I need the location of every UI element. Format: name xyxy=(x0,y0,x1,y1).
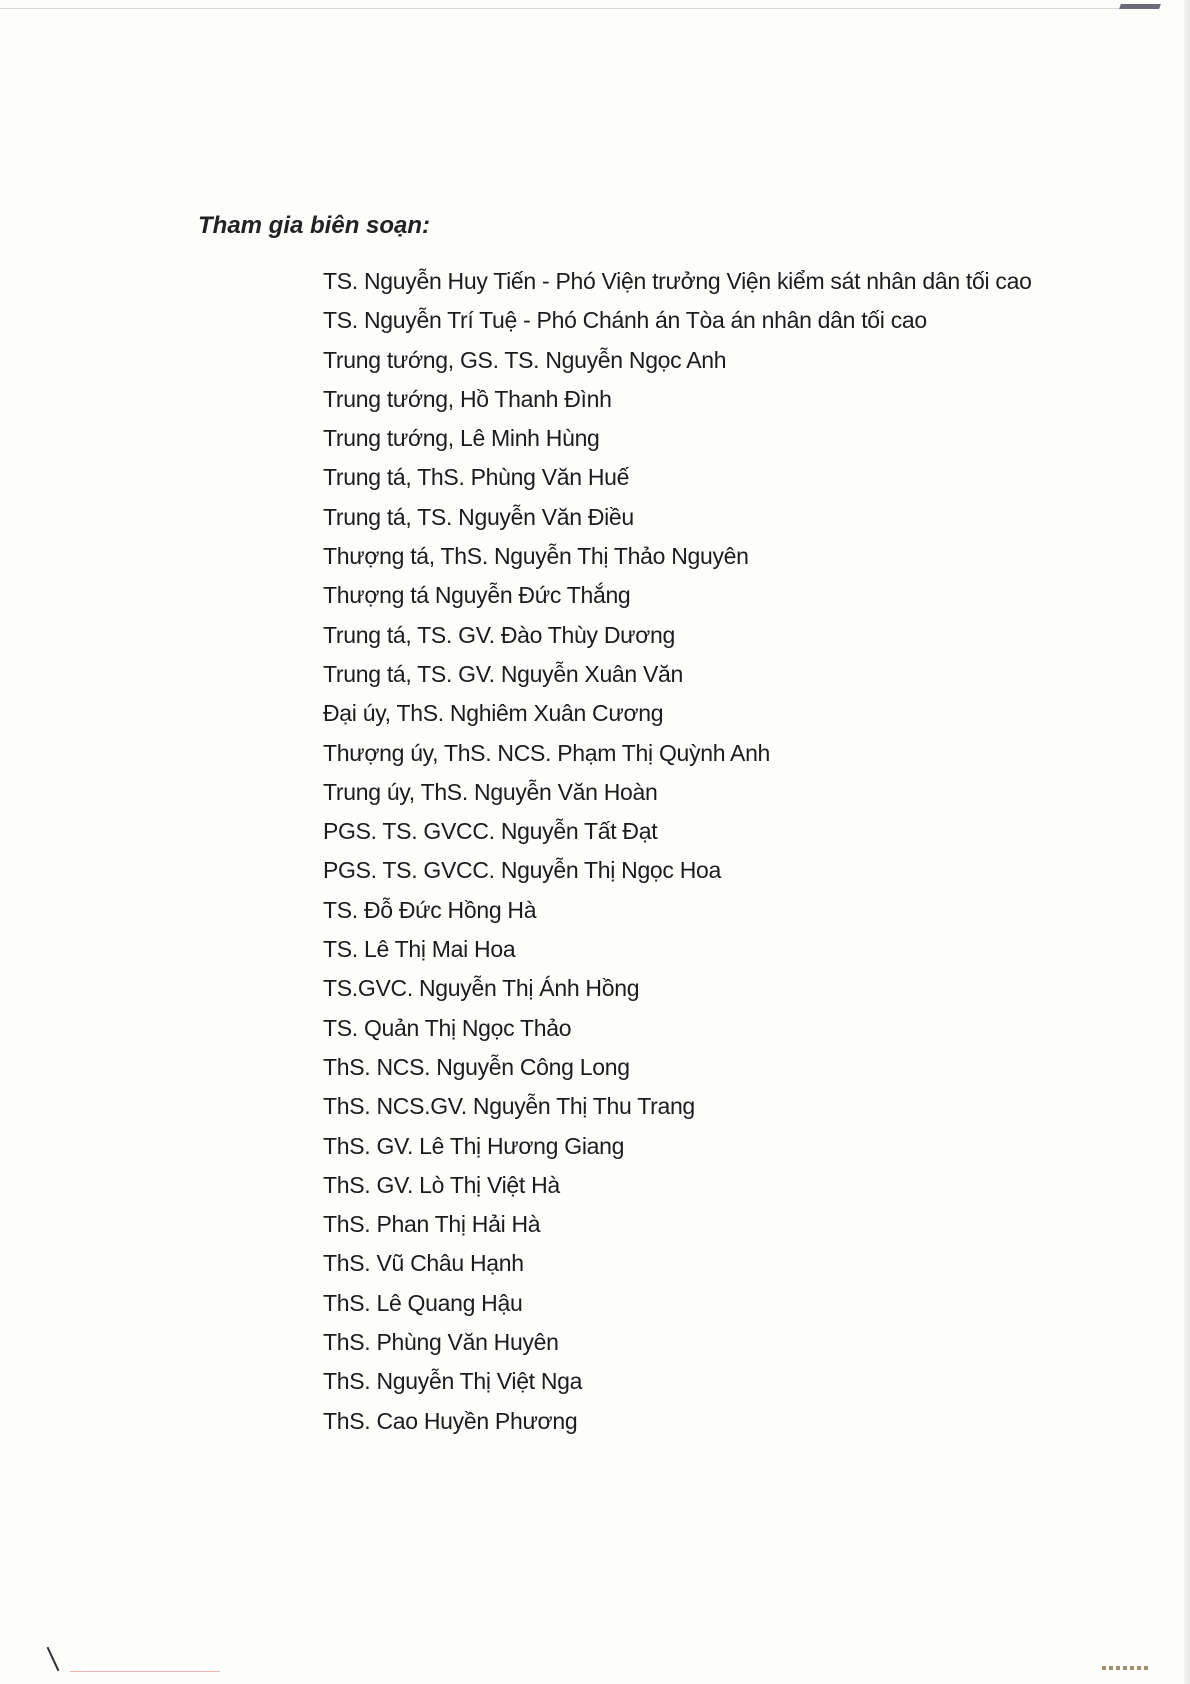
contributor-item: Trung tá, ThS. Phùng Văn Huế xyxy=(323,464,630,491)
section-heading: Tham gia biên soạn: xyxy=(198,212,431,239)
contributor-item: Trung tướng, Hồ Thanh Đình xyxy=(323,385,612,412)
contributor-item: ThS. GV. Lò Thị Việt Hà xyxy=(323,1171,560,1198)
scan-top-edge xyxy=(0,8,1120,9)
scan-mark xyxy=(47,1647,60,1671)
contributor-item: ThS. Cao Huyền Phương xyxy=(323,1407,578,1434)
contributor-item: ThS. Phùng Văn Huyên xyxy=(323,1329,559,1356)
contributor-item: Trung úy, ThS. Nguyễn Văn Hoàn xyxy=(323,778,658,805)
contributor-item: TS. Đỗ Đức Hồng Hà xyxy=(323,896,537,923)
contributor-item: Đại úy, ThS. Nghiêm Xuân Cương xyxy=(323,700,664,727)
contributor-item: PGS. TS. GVCC. Nguyễn Tất Đạt xyxy=(323,818,658,845)
contributor-item: Trung tướng, Lê Minh Hùng xyxy=(323,425,600,452)
contributor-item: ThS. Nguyễn Thị Việt Nga xyxy=(323,1368,583,1395)
contributor-item: Thượng úy, ThS. NCS. Phạm Thị Quỳnh Anh xyxy=(323,739,771,766)
contributor-item: ThS. GV. Lê Thị Hương Giang xyxy=(323,1132,625,1159)
contributor-item: ThS. NCS.GV. Nguyễn Thị Thu Trang xyxy=(323,1093,695,1120)
contributor-item: TS. Lê Thị Mai Hoa xyxy=(323,936,516,963)
contributor-item: Trung tá, TS. Nguyễn Văn Điều xyxy=(323,503,634,530)
contributor-item: Trung tá, TS. GV. Đào Thùy Dương xyxy=(323,621,675,648)
contributor-item: TS.GVC. Nguyễn Thị Ánh Hồng xyxy=(323,975,640,1002)
scan-mark xyxy=(1119,4,1161,9)
contributor-item: TS. Quản Thị Ngọc Thảo xyxy=(323,1014,572,1041)
contributor-list xyxy=(323,262,1032,1441)
contributor-item: Trung tá, TS. GV. Nguyễn Xuân Văn xyxy=(323,660,684,687)
scan-right-edge xyxy=(1184,0,1190,1684)
scan-mark xyxy=(70,1671,220,1672)
contributor-item: Trung tướng, GS. TS. Nguyễn Ngọc Anh xyxy=(323,346,727,373)
contributor-item: ThS. Phan Thị Hải Hà xyxy=(323,1211,541,1238)
contributor-item: ThS. Vũ Châu Hạnh xyxy=(323,1250,524,1277)
contributor-item: Thượng tá Nguyễn Đức Thắng xyxy=(323,582,631,609)
scan-mark xyxy=(1102,1666,1150,1670)
contributor-item: ThS. Lê Quang Hậu xyxy=(323,1289,523,1316)
contributor-item: ThS. NCS. Nguyễn Công Long xyxy=(323,1053,630,1080)
contributor-item: TS. Nguyễn Trí Tuệ - Phó Chánh án Tòa án nhân dân tối cao xyxy=(323,307,927,334)
contributor-item: TS. Nguyễn Huy Tiến - Phó Viện trưởng Viện kiểm sát nhân dân tối cao xyxy=(323,268,1032,294)
contributor-item: PGS. TS. GVCC. Nguyễn Thị Ngọc Hoa xyxy=(323,857,722,884)
contributor-item: Thượng tá, ThS. Nguyễn Thị Thảo Nguyên xyxy=(323,543,749,570)
